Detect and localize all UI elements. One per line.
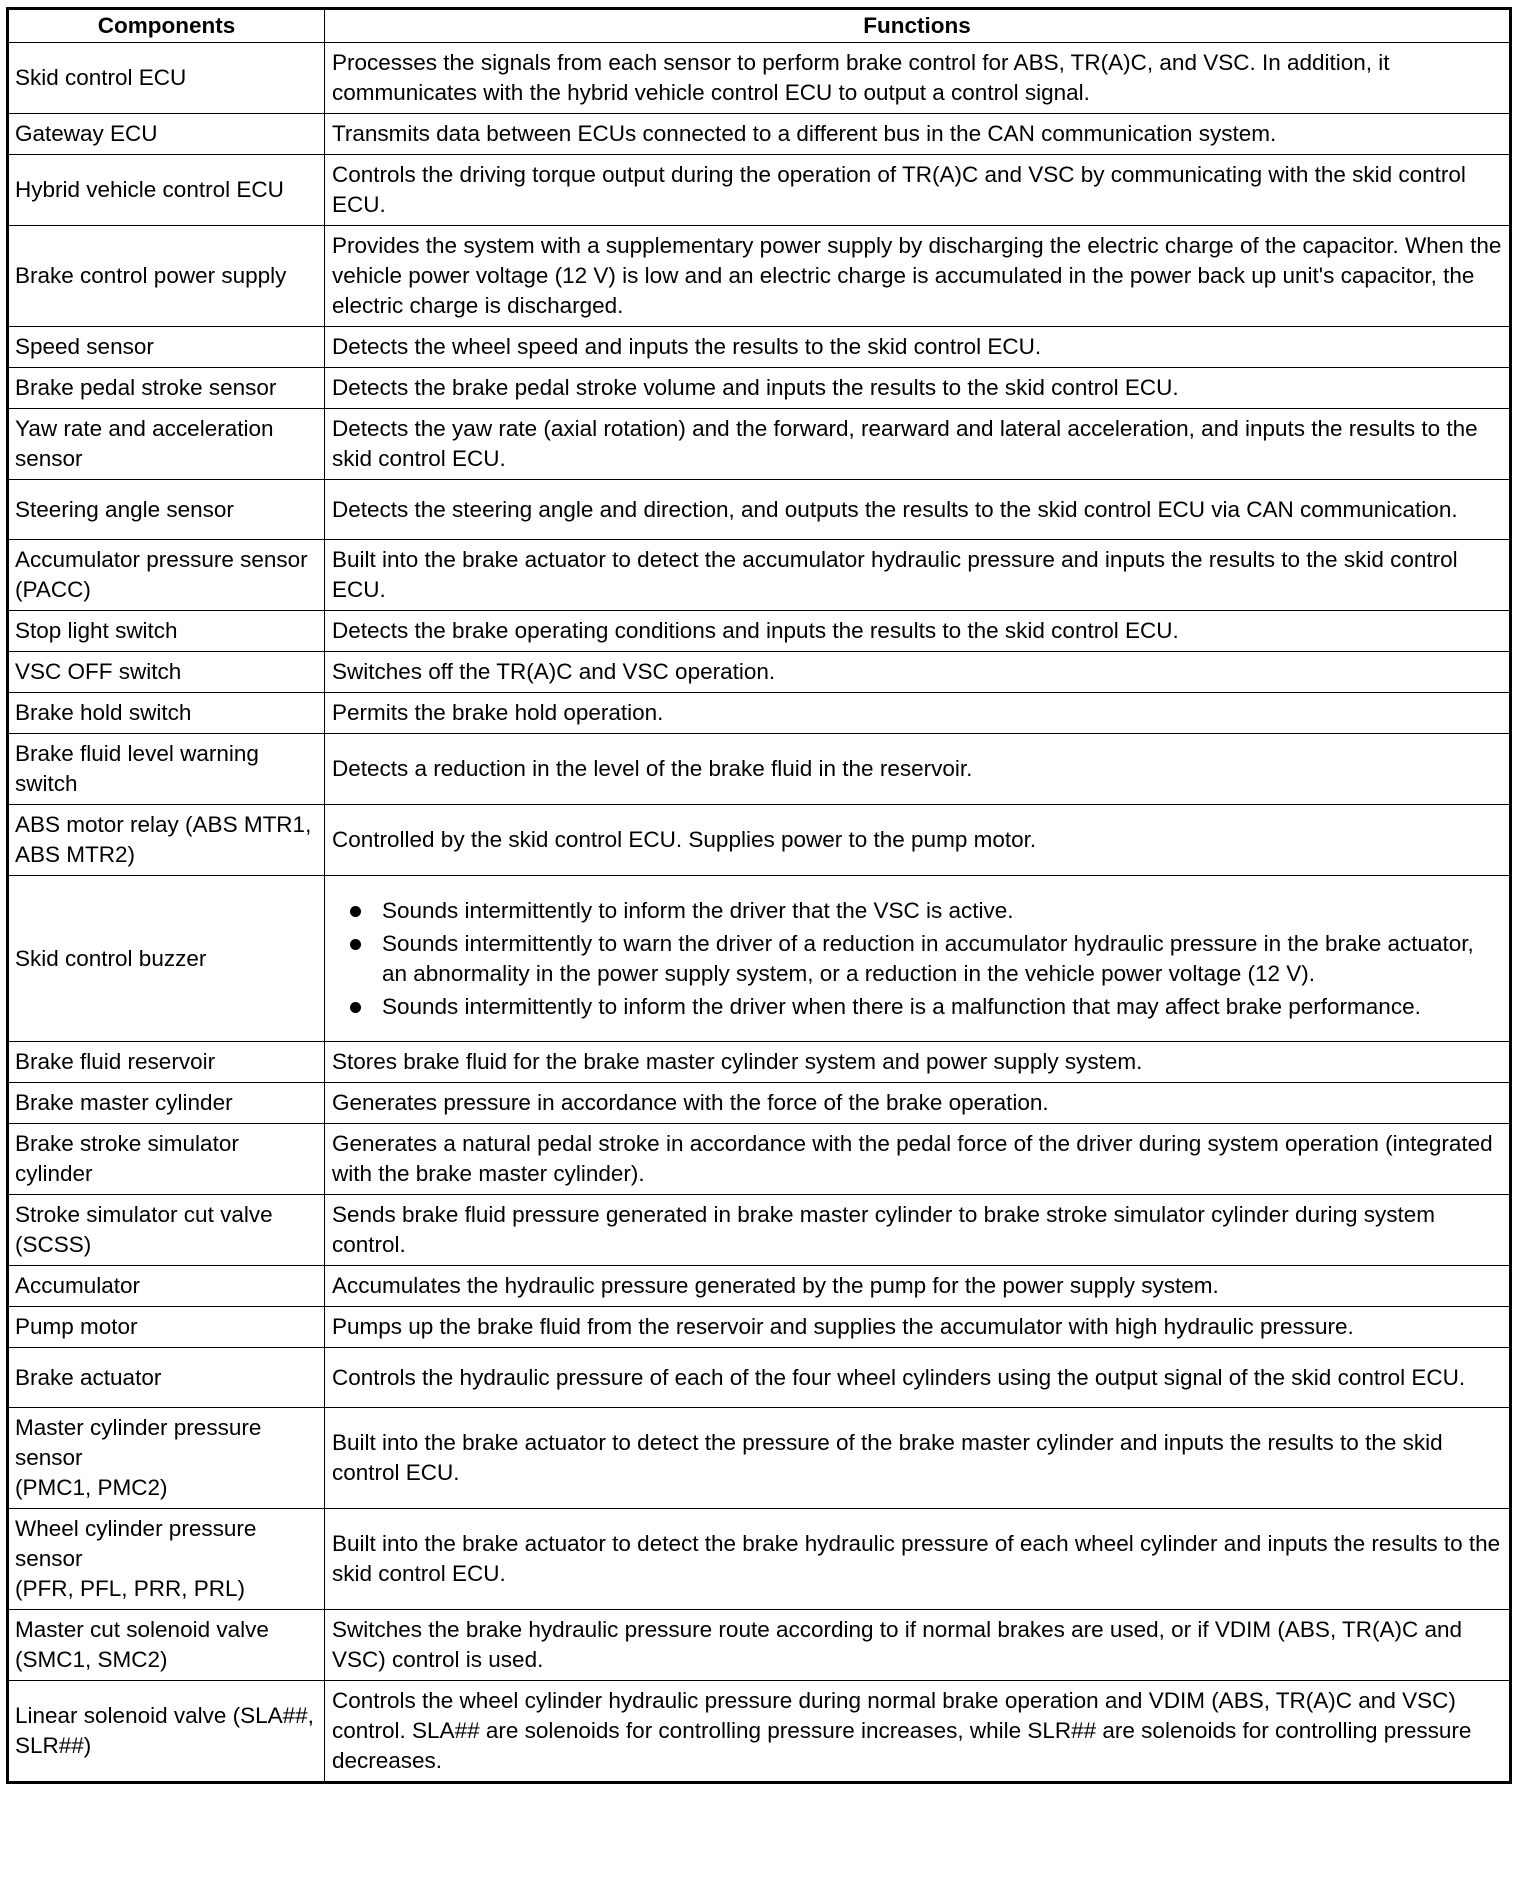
component-name: Wheel cylinder pressure sensor (PFR, PFL, PRR, PRL) (15, 1516, 257, 1601)
table-row (8, 368, 1511, 409)
table-row (8, 1509, 1511, 1610)
function-text: Detects the yaw rate (axial rotation) and the forward, rearward and lateral acceleration, and inputs the results to the skid control ECU. (332, 416, 1478, 471)
component-cell (8, 1042, 325, 1083)
function-text: Accumulates the hydraulic pressure generated by the pump for the power supply system. (332, 1273, 1219, 1298)
function-text: Switches off the TR(A)C and VSC operation. (332, 659, 776, 684)
function-cell (325, 652, 1511, 693)
component-name: Linear solenoid valve (SLA##, SLR##) (15, 1703, 314, 1758)
table-row (8, 1042, 1511, 1083)
component-cell (8, 693, 325, 734)
component-name: Pump motor (15, 1314, 138, 1339)
function-cell (325, 876, 1511, 1042)
function-cell (325, 805, 1511, 876)
function-cell (325, 480, 1511, 540)
component-cell (8, 611, 325, 652)
component-cell (8, 876, 325, 1042)
component-name: Brake fluid level warning switch (15, 741, 259, 796)
function-text: Generates a natural pedal stroke in accordance with the pedal force of the driver during system operation (integrated with the brake master cylinder). (332, 1131, 1493, 1186)
function-text: Provides the system with a supplementary power supply by discharging the electric charge of the capacitor. When the vehicle power voltage (12 V) is low and an electric charge is accumulated in the power back up unit's capacitor, the electric charge is discharged. (332, 233, 1502, 318)
components-table (6, 7, 1512, 1784)
table-row (8, 1266, 1511, 1307)
function-text: Detects the wheel speed and inputs the results to the skid control ECU. (332, 334, 1042, 359)
function-text: Transmits data between ECUs connected to a different bus in the CAN communication system. (332, 121, 1277, 146)
components-header: Components (8, 9, 325, 43)
function-cell (325, 1195, 1511, 1266)
component-name: Stop light switch (15, 618, 178, 643)
table-row (8, 1408, 1511, 1509)
function-text: Built into the brake actuator to detect the accumulator hydraulic pressure and inputs the results to the skid control ECU. (332, 547, 1458, 602)
component-cell (8, 734, 325, 805)
component-cell (8, 1610, 325, 1681)
component-cell (8, 327, 325, 368)
bullet-text: Sounds intermittently to inform the driver when there is a malfunction that may affect brake performance. (382, 993, 1421, 1019)
component-name: Yaw rate and acceleration sensor (15, 416, 274, 471)
table-row (8, 114, 1511, 155)
component-cell (8, 805, 325, 876)
component-cell (8, 1408, 325, 1509)
function-cell (325, 327, 1511, 368)
function-text: Pumps up the brake fluid from the reservoir and supplies the accumulator with high hydraulic pressure. (332, 1314, 1354, 1339)
function-cell (325, 1307, 1511, 1348)
component-name: Master cylinder pressure sensor (PMC1, PMC2) (15, 1415, 262, 1500)
component-cell (8, 1681, 325, 1783)
function-cell (325, 409, 1511, 480)
table-row (8, 1307, 1511, 1348)
component-cell (8, 1509, 325, 1610)
component-cell (8, 540, 325, 611)
function-text: Detects the steering angle and direction, and outputs the results to the skid control ECU via CAN communication. (332, 496, 1458, 522)
component-name: Hybrid vehicle control ECU (15, 177, 284, 202)
component-name: VSC OFF switch (15, 659, 182, 684)
component-cell (8, 1083, 325, 1124)
function-text: Permits the brake hold operation. (332, 700, 664, 725)
function-cell (325, 368, 1511, 409)
table-row (8, 480, 1511, 540)
function-cell (325, 1610, 1511, 1681)
component-name: Skid control ECU (15, 65, 187, 90)
component-cell (8, 114, 325, 155)
bullet-dot-icon (350, 906, 361, 917)
component-cell (8, 1124, 325, 1195)
component-name: Brake control power supply (15, 263, 287, 288)
component-name: Brake actuator (15, 1364, 162, 1390)
table-row (8, 327, 1511, 368)
function-cell (325, 1509, 1511, 1610)
component-cell (8, 1307, 325, 1348)
table-row (8, 876, 1511, 1042)
function-cell (325, 1042, 1511, 1083)
component-name: Brake master cylinder (15, 1090, 233, 1115)
table-body (8, 43, 1511, 1783)
function-text: Built into the brake actuator to detect the brake hydraulic pressure of each wheel cylinder and inputs the results to the skid control ECU. (332, 1531, 1501, 1586)
bullet-item (332, 992, 1503, 1022)
function-cell (325, 1083, 1511, 1124)
table-row (8, 611, 1511, 652)
component-name: Master cut solenoid valve (SMC1, SMC2) (15, 1617, 269, 1672)
bullet-item (332, 929, 1503, 989)
function-cell (325, 1266, 1511, 1307)
function-text: Processes the signals from each sensor to perform brake control for ABS, TR(A)C, and VSC. In addition, it communicates with the hybrid vehicle control ECU to output a control signal. (332, 50, 1390, 105)
component-name: Accumulator pressure sensor (PACC) (15, 547, 308, 602)
function-text: Controls the hydraulic pressure of each of the four wheel cylinders using the output signal of the skid control ECU. (332, 1364, 1466, 1390)
function-cell (325, 693, 1511, 734)
table-row (8, 1681, 1511, 1783)
function-text: Built into the brake actuator to detect the pressure of the brake master cylinder and inputs the results to the skid control ECU. (332, 1430, 1443, 1485)
function-cell (325, 1681, 1511, 1783)
table-row (8, 1348, 1511, 1408)
component-cell (8, 43, 325, 114)
table-row (8, 652, 1511, 693)
component-name: Stroke simulator cut valve (SCSS) (15, 1202, 273, 1257)
function-cell (325, 1124, 1511, 1195)
function-text: Generates pressure in accordance with the force of the brake operation. (332, 1090, 1049, 1115)
function-cell (325, 734, 1511, 805)
function-text: Switches the brake hydraulic pressure route according to if normal brakes are used, or if VDIM (ABS, TR(A)C and VSC) control is used. (332, 1617, 1463, 1672)
component-name: Gateway ECU (15, 121, 158, 146)
component-name: Steering angle sensor (15, 496, 234, 522)
table-row (8, 805, 1511, 876)
table-row (8, 1195, 1511, 1266)
bullet-dot-icon (350, 939, 361, 950)
function-cell (325, 114, 1511, 155)
component-cell (8, 155, 325, 226)
component-cell (8, 652, 325, 693)
table-row (8, 409, 1511, 480)
component-cell (8, 368, 325, 409)
table-row (8, 1083, 1511, 1124)
component-name: Brake fluid reservoir (15, 1049, 216, 1074)
table-row (8, 43, 1511, 114)
function-text: Detects the brake operating conditions and inputs the results to the skid control ECU. (332, 618, 1179, 643)
bullet-dot-icon (350, 1002, 361, 1013)
function-text: Detects a reduction in the level of the brake fluid in the reservoir. (332, 756, 973, 781)
component-name: Brake hold switch (15, 700, 192, 725)
component-cell (8, 480, 325, 540)
function-text: Controlled by the skid control ECU. Supplies power to the pump motor. (332, 827, 1037, 852)
table-row (8, 1610, 1511, 1681)
component-cell (8, 1266, 325, 1307)
bullet-text: Sounds intermittently to inform the driver that the VSC is active. (382, 897, 1014, 923)
table-row (8, 1124, 1511, 1195)
function-text: Stores brake fluid for the brake master cylinder system and power supply system. (332, 1049, 1143, 1074)
table-header (8, 9, 1511, 43)
function-cell (325, 540, 1511, 611)
function-cell (325, 1408, 1511, 1509)
table-row (8, 155, 1511, 226)
table-row (8, 693, 1511, 734)
component-name: Brake pedal stroke sensor (15, 375, 277, 400)
table-row (8, 734, 1511, 805)
bullet-text: Sounds intermittently to warn the driver of a reduction in accumulator hydraulic pressure in the brake actuator, an abnormality in the power supply system, or a reduction in the vehicle power voltage (12 V). (382, 930, 1474, 986)
component-cell (8, 409, 325, 480)
table-row (8, 226, 1511, 327)
header-row (8, 9, 1511, 43)
function-cell (325, 155, 1511, 226)
function-bullet-list (332, 896, 1503, 1022)
component-name: Accumulator (15, 1273, 141, 1298)
table-row (8, 540, 1511, 611)
function-cell (325, 1348, 1511, 1408)
function-text: Sends brake fluid pressure generated in brake master cylinder to brake stroke simulator cylinder during system control. (332, 1202, 1436, 1257)
component-name: ABS motor relay (ABS MTR1, ABS MTR2) (15, 812, 312, 867)
function-cell (325, 226, 1511, 327)
function-cell (325, 43, 1511, 114)
function-text: Detects the brake pedal stroke volume and inputs the results to the skid control ECU. (332, 375, 1179, 400)
component-name: Brake stroke simulator cylinder (15, 1131, 239, 1186)
functions-header: Functions (325, 9, 1511, 43)
function-cell (325, 611, 1511, 652)
component-cell (8, 1195, 325, 1266)
function-text: Controls the driving torque output during the operation of TR(A)C and VSC by communicating with the skid control ECU. (332, 162, 1466, 217)
function-text: Controls the wheel cylinder hydraulic pressure during normal brake operation and VDIM (ABS, TR(A)C and VSC) control. SLA## are solenoids for controlling pressure increases, while SLR## are solenoids for controlling pressure decreases. (332, 1688, 1472, 1773)
component-name: Speed sensor (15, 334, 154, 359)
component-cell (8, 1348, 325, 1408)
component-cell (8, 226, 325, 327)
component-name: Skid control buzzer (15, 945, 207, 971)
bullet-item (332, 896, 1503, 926)
